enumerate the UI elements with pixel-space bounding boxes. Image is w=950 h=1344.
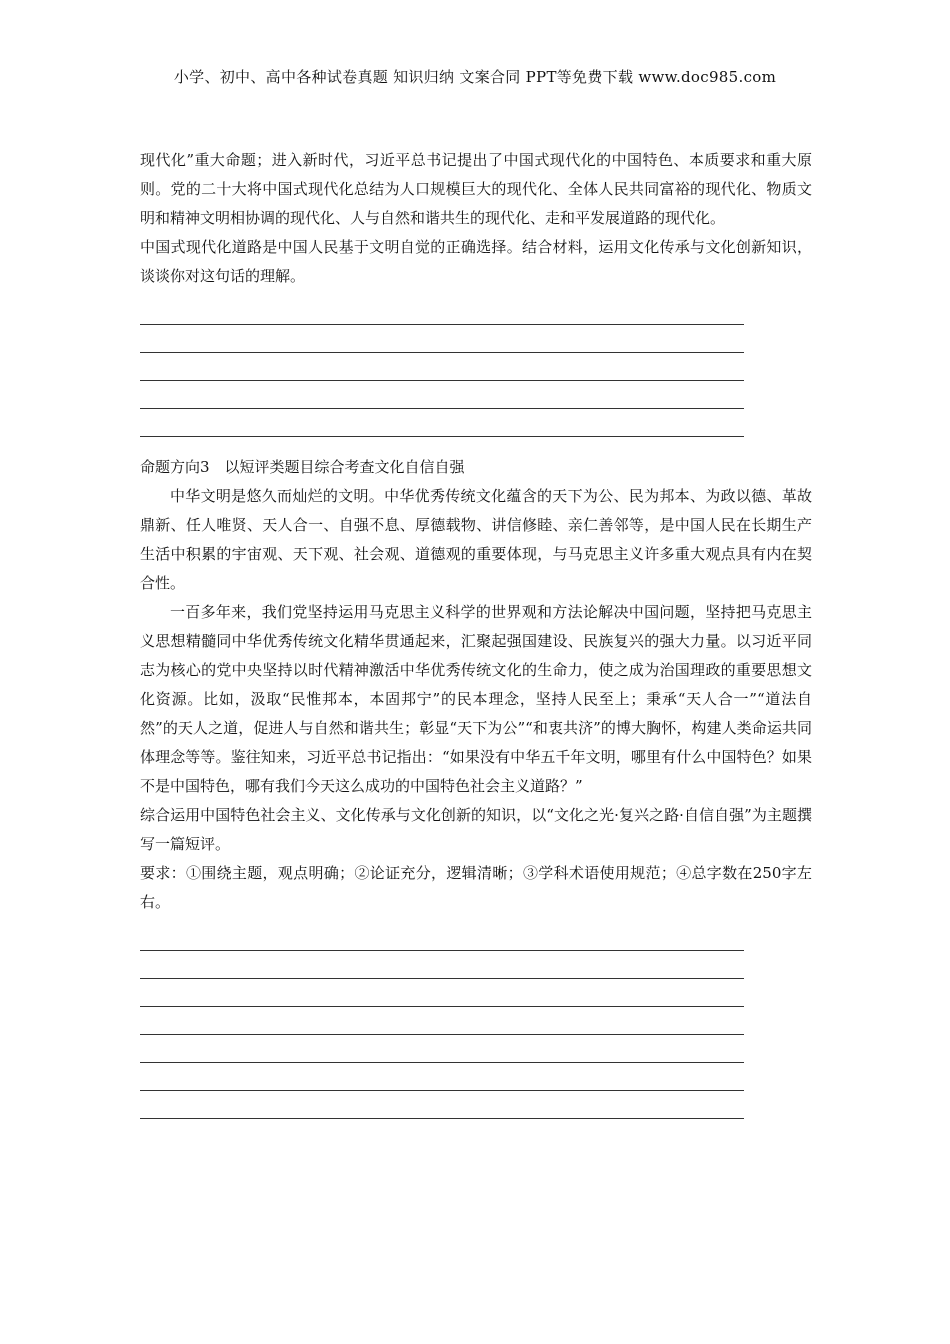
answer-line — [140, 353, 744, 381]
answer-line — [140, 1063, 744, 1091]
section-title: 命题方向3 以短评类题目综合考查文化自信自强 — [140, 458, 465, 476]
answer-line — [140, 409, 744, 437]
answer-line — [140, 1091, 744, 1119]
answer-line — [140, 1035, 744, 1063]
answer-line — [140, 381, 744, 409]
answer-line — [140, 1007, 744, 1035]
answer-lines-2 — [140, 923, 812, 1119]
answer-lines-1 — [140, 297, 812, 437]
answer-line — [140, 325, 744, 353]
question-2: 综合运用中国特色社会主义、文化传承与文化创新的知识，以“文化之光·复兴之路·自信自强”为主题撰写一篇短评。 — [140, 806, 812, 853]
document-body — [140, 146, 812, 1119]
answer-line — [140, 979, 744, 1007]
passage-continuation: 现代化”重大命题；进入新时代，习近平总书记提出了中国式现代化的中国特色、本质要求和重大原则。党的二十大将中国式现代化总结为人口规模巨大的现代化、全体人民共同富裕的现代化、物质文明和精神文明相协调的现代化、人与自然和谐共生的现代化、走和平发展道路的现代化。 — [140, 151, 812, 227]
requirements: 要求：①围绕主题，观点明确；②论证充分，逻辑清晰；③学科术语使用规范；④总字数在250字左右。 — [140, 864, 812, 911]
answer-line — [140, 297, 744, 325]
material-paragraph-1: 中华文明是悠久而灿烂的文明。中华优秀传统文化蕴含的天下为公、民为邦本、为政以德、革故鼎新、任人唯贤、天人合一、自强不息、厚德载物、讲信修睦、亲仁善邻等，是中国人民在长期生产生活中积累的宇宙观、天下观、社会观、道德观的重要体现，与马克思主义许多重大观点具有内在契合性。 — [140, 487, 812, 592]
page-header: 小学、初中、高中各种试卷真题 知识归纳 文案合同 PPT等免费下载 www.doc985.com — [173, 68, 777, 86]
material-paragraph-2: 一百多年来，我们党坚持运用马克思主义科学的世界观和方法论解决中国问题，坚持把马克思主义思想精髓同中华优秀传统文化精华贯通起来，汇聚起强国建设、民族复兴的强大力量。以习近平同志为核心的党中央坚持以时代精神激活中华优秀传统文化的生命力，使之成为治国理政的重要思想文化资源。比如，汲取“民惟邦本，本固邦宁”的民本理念，坚持人民至上；秉承“天人合一”“道法自然”的天人之道，促进人与自然和谐共生；彰显“天下为公”“和衷共济”的博大胸怀，构建人类命运共同体理念等等。鉴往知来，习近平总书记指出：“如果没有中华五千年文明，哪里有什么中国特色？如果不是中国特色，哪有我们今天这么成功的中国特色社会主义道路？” — [140, 603, 812, 795]
answer-line — [140, 923, 744, 951]
question-1: 中国式现代化道路是中国人民基于文明自觉的正确选择。结合材料，运用文化传承与文化创新知识，谈谈你对这句话的理解。 — [140, 238, 812, 285]
answer-line — [140, 951, 744, 979]
